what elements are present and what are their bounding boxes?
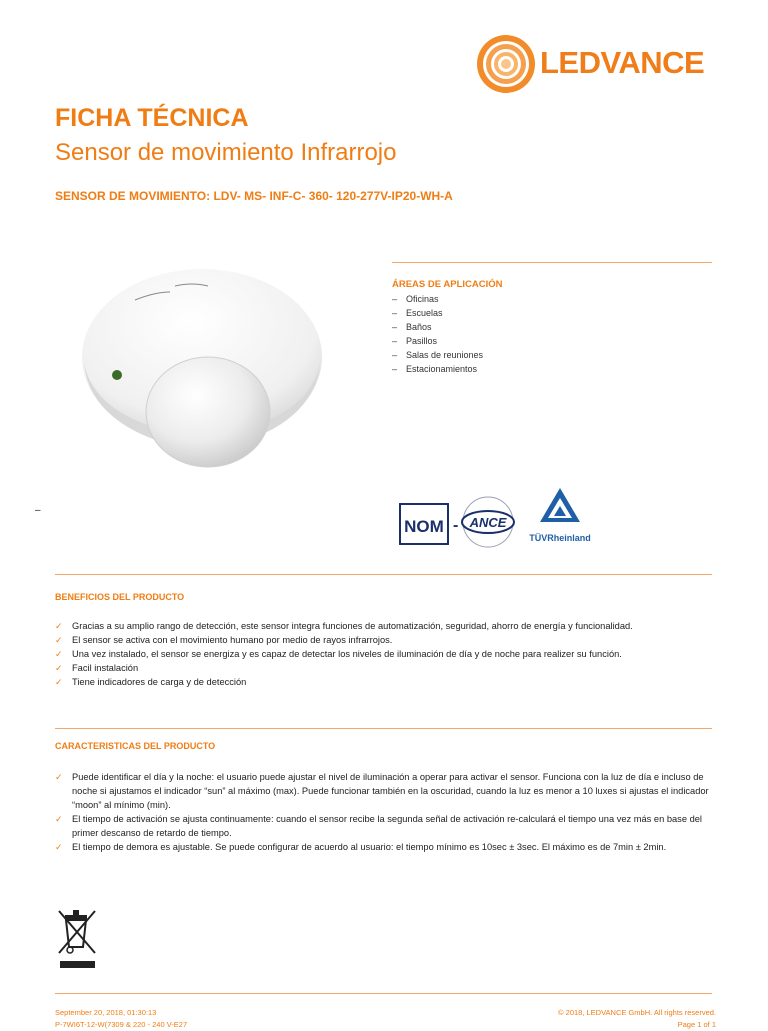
list-item: – Estacionamientos xyxy=(392,364,478,374)
check-icon: ✓ xyxy=(55,635,63,645)
stray-dash: – xyxy=(35,505,41,516)
divider-features xyxy=(55,728,712,729)
benefits-list xyxy=(55,619,715,689)
list-item: ✓ El sensor se activa con el movimiento humano por medio de rayos infrarrojos. xyxy=(55,635,393,645)
list-item: – Baños xyxy=(392,322,432,332)
divider-benefits xyxy=(55,574,712,575)
footer-date: September 20, 2018, 01:30:13 xyxy=(55,1008,157,1017)
list-item: – Escuelas xyxy=(392,308,443,318)
list-item: ✓ Una vez instalado, el sensor se energiza y es capaz de detectar los niveles de iluminación de día y de noche para realizer su función. xyxy=(55,649,622,659)
list-item: ✓ Tiene indicadores de carga y de detección xyxy=(55,677,247,687)
list-item: – Oficinas xyxy=(392,294,439,304)
footer-copyright: © 2018, LEDVANCE GmbH. All rights reserved. xyxy=(558,1008,716,1017)
list-item: ✓ Gracias a su amplio rango de detección, este sensor integra funciones de automatización, seguridad, ahorro de energía y funcionalidad. xyxy=(55,621,633,631)
applications-heading: ÁREAS DE APLICACIÓN xyxy=(392,279,503,290)
divider-applications xyxy=(392,262,712,263)
check-icon: ✓ xyxy=(55,621,63,631)
brand-name: LEDVANCE xyxy=(540,45,705,80)
applications-list xyxy=(392,292,483,376)
list-item: ✓ Facil instalación xyxy=(55,663,139,673)
certification-logos xyxy=(398,484,598,554)
tuv-rheinland-logo xyxy=(529,488,591,543)
page-subtitle: Sensor de movimiento Infrarrojo xyxy=(55,139,397,166)
features-heading: CARACTERISTICAS DEL PRODUCTO xyxy=(55,741,216,751)
check-icon: ✓ xyxy=(55,663,63,673)
divider-footer xyxy=(55,993,712,994)
footer-code: P-7WI6T-12-W(7309 & 220 - 240 V-E27 xyxy=(55,1020,188,1029)
svg-text:TÜVRheinland: TÜVRheinland xyxy=(529,533,591,543)
footer-right xyxy=(558,1007,716,1031)
check-icon: ✓ xyxy=(55,842,63,852)
footer-page: Page 1 of 1 xyxy=(677,1020,716,1029)
check-icon: ✓ xyxy=(55,814,63,824)
ance-logo xyxy=(462,497,514,547)
ledvance-sun-icon xyxy=(476,33,536,95)
check-icon: ✓ xyxy=(55,772,63,782)
list-item: ✓ Puede identificar el día y la noche: el usuario puede ajustar el nivel de iluminación a operar para activar el sensor. Funciona con la luz de día e incluso de noche si ajustamos el indicador “sun” al máximo (max). Puede funcionar también en la oscuridad, cuando la luz es menor a 10 luxes si ajustas el indicador “moon” al mínimo (min). xyxy=(55,772,709,810)
nom-logo xyxy=(400,504,458,544)
benefits-heading: BENEFICIOS DEL PRODUCTO xyxy=(55,592,185,602)
list-item: ✓ El tiempo de demora es ajustable. Se puede configurar de acuerdo al usuario: el tiempo mínimo es 10sec ± 3sec. El máximo es de 7min ± 2min. xyxy=(55,842,667,852)
model-number: SENSOR DE MOVIMIENTO: LDV- MS- INF-C- 360- 120-277V-IP20-WH-A xyxy=(55,189,453,203)
page-title: FICHA TÉCNICA xyxy=(55,104,249,132)
check-icon: ✓ xyxy=(55,677,63,687)
list-item: – Pasillos xyxy=(392,336,438,346)
weee-crossed-bin-icon xyxy=(55,905,100,970)
list-item: – Salas de reuniones xyxy=(392,350,484,360)
list-item: ✓ El tiempo de activación se ajusta continuamente: cuando el sensor recibe la segunda señal de activación re-calculará el tiempo una vez más en base del primer descanso de retardo de tiempo. xyxy=(55,814,702,838)
motion-sensor-image xyxy=(80,262,325,487)
svg-text:NOM: NOM xyxy=(404,517,444,536)
ledvance-logo xyxy=(476,33,716,95)
svg-text:-: - xyxy=(453,517,459,534)
svg-text:ANCE: ANCE xyxy=(469,515,507,530)
features-list xyxy=(55,770,715,854)
footer-left xyxy=(55,1007,187,1031)
check-icon: ✓ xyxy=(55,649,63,659)
